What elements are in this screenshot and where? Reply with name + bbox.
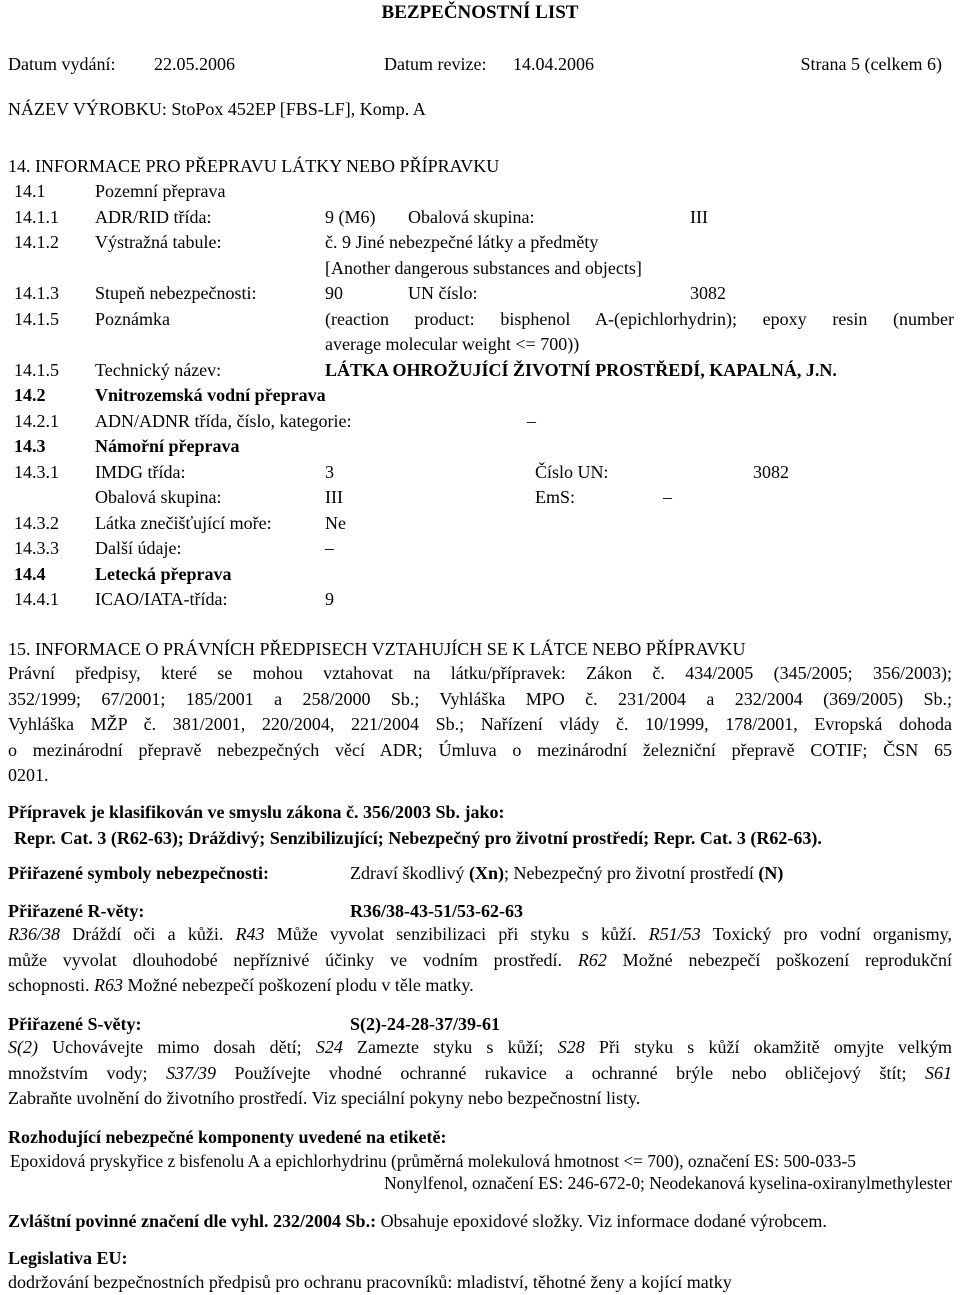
item-number: 14.3.3 bbox=[14, 538, 59, 558]
phrase-text: Používejte vhodné ochranné rukavice a ochranné brýle nebo obličejový štít; bbox=[215, 1062, 926, 1083]
adr-class-label: ADR/RID třída: bbox=[95, 207, 212, 227]
ems-label: EmS: bbox=[535, 487, 576, 507]
phrase-line bbox=[8, 948, 952, 974]
item-number: 14.1.3 bbox=[14, 283, 59, 303]
note-label: Poznámka bbox=[95, 309, 170, 329]
phrase-text: Toxický pro vodní organismy, bbox=[700, 924, 952, 944]
phrase-text: množstvím vody; bbox=[8, 1062, 166, 1083]
imdg-class-label: IMDG třída: bbox=[95, 462, 186, 482]
note-value-continued: average molecular weight <= 700)) bbox=[325, 334, 580, 354]
phrase-text: Dráždí oči a kůži. bbox=[60, 924, 236, 944]
item-number: 14.2 bbox=[14, 385, 46, 405]
r-phrases-text bbox=[8, 922, 952, 999]
warning-plate-value: č. 9 Jiné nebezpečné látky a předměty bbox=[325, 232, 599, 252]
phrase-text: Může vyvolat senzibilizaci při styku s kůží. bbox=[264, 924, 649, 944]
technical-name-label: Technický název: bbox=[95, 360, 222, 380]
product-name: NÁZEV VÝROBKU: StoPox 452EP [FBS-LF], Komp. A bbox=[8, 99, 426, 119]
classification-heading: Přípravek je klasifikován ve smyslu zákona č. 356/2003 Sb. jako: bbox=[8, 802, 505, 822]
s-phrases-text bbox=[8, 1035, 952, 1112]
phrase-code: R51/53 bbox=[648, 924, 701, 944]
item-number: 14.4 bbox=[14, 564, 46, 584]
phrase-code: S37/39 bbox=[165, 1062, 216, 1083]
phrase-code: S24 bbox=[315, 1037, 343, 1057]
issue-date-label: Datum vydání: bbox=[8, 54, 116, 74]
legal-regulations-paragraph bbox=[8, 661, 952, 789]
item-number: 14.1 bbox=[14, 181, 46, 201]
r-phrases-value: R36/38-43-51/53-62-63 bbox=[350, 901, 523, 921]
inland-water-heading: Vnitrozemská vodní přeprava bbox=[95, 385, 326, 405]
phrase-text: Při styku s kůží okamžitě omyjte velkým bbox=[584, 1037, 952, 1057]
phrase-text: může vyvolat dlouhodobé nepříznivé účinky ve vodním prostředí. bbox=[8, 949, 578, 970]
packing-group-label: Obalová skupina: bbox=[408, 207, 535, 227]
phrase-text: Možné nebezpečí poškození plodu v těle matky. bbox=[123, 975, 474, 995]
phrase-code: S61 bbox=[925, 1062, 953, 1083]
item-number: 14.3 bbox=[14, 436, 46, 456]
revision-date: 14.04.2006 bbox=[513, 54, 594, 74]
eu-legislation-label: Legislativa EU: bbox=[8, 1248, 128, 1268]
ems-value: – bbox=[663, 487, 672, 507]
phrase-line bbox=[8, 973, 952, 999]
page-number: Strana 5 (celkem 6) bbox=[800, 54, 942, 74]
section-14-heading: 14. INFORMACE PRO PŘEPRAVU LÁTKY NEBO PŘÍPRAVKU bbox=[8, 156, 500, 176]
item-number: 14.3.2 bbox=[14, 513, 59, 533]
note-value: (reaction product: bisphenol A-(epichlorhydrin); epoxy resin (number bbox=[325, 309, 954, 329]
adn-class-label: ADN/ADNR třída, číslo, kategorie: bbox=[95, 411, 352, 431]
land-transport-heading: Pozemní přeprava bbox=[95, 181, 226, 201]
phrase-text: Zabraňte uvolnění do životního prostředí. Viz speciální pokyny nebo bezpečnostní listy. bbox=[8, 1088, 641, 1108]
s-phrases-value: S(2)-24-28-37/39-61 bbox=[350, 1014, 500, 1034]
issue-date: 22.05.2006 bbox=[154, 54, 235, 74]
sea-transport-heading: Námořní přeprava bbox=[95, 436, 240, 456]
legal-line: 352/1999; 67/2001; 185/2001 a 258/2000 Sb.; Vyhláška MPO č. 231/2004 a 232/2004 (369/2005) Sb.; bbox=[8, 688, 952, 709]
component-line: Nonylfenol, označení ES: 246-672-0; Neodekanová kyselina-oxiranylmethylester bbox=[384, 1173, 952, 1193]
special-labelling-label: Zvláštní povinné značení dle vyhl. 232/2004 Sb.: bbox=[8, 1211, 377, 1231]
classification-value: Repr. Cat. 3 (R62-63); Dráždivý; Senzibilizující; Nebezpečný pro životní prostředí; Repr. Cat. 3 (R62-63). bbox=[14, 828, 822, 848]
un-number-label: UN číslo: bbox=[408, 283, 478, 303]
adn-class-value: – bbox=[527, 411, 536, 431]
imdg-un-label: Číslo UN: bbox=[535, 462, 609, 482]
phrase-line bbox=[8, 1035, 952, 1061]
imdg-packing-label: Obalová skupina: bbox=[95, 487, 222, 507]
imdg-class-value: 3 bbox=[325, 462, 334, 482]
legal-line: 0201. bbox=[8, 765, 49, 785]
phrase-text: schopnosti. bbox=[8, 975, 95, 995]
adr-class-value: 9 (M6) bbox=[325, 207, 376, 227]
component-line: Epoxidová pryskyřice z bisfenolu A a epichlorhydrinu (průměrná molekulová hmotnost <= 700), označení ES: 500-033-5 bbox=[10, 1151, 856, 1171]
marine-pollutant-label: Látka znečišťující moře: bbox=[95, 513, 272, 533]
document-title: BEZPEČNOSTNÍ LIST bbox=[381, 2, 579, 23]
legal-line: Vyhláška MŽP č. 381/2001, 220/2004, 221/2004 Sb.; Nařízení vlády č. 10/1999, 178/2001, Evropská dohoda bbox=[8, 714, 952, 734]
phrase-code: R36/38 bbox=[8, 924, 60, 944]
phrase-line bbox=[8, 1086, 952, 1112]
phrase-code: R43 bbox=[235, 924, 265, 944]
special-labelling bbox=[8, 1210, 827, 1232]
s-phrases-label: Přiřazené S-věty: bbox=[8, 1014, 142, 1034]
phrase-code: S(2) bbox=[8, 1037, 38, 1057]
section-15-heading: 15. INFORMACE O PRÁVNÍCH PŘEDPISECH VZTAHUJÍCH SE K LÁTCE NEBO PŘÍPRAVKU bbox=[8, 639, 746, 659]
item-number: 14.2.1 bbox=[14, 411, 59, 431]
components-heading: Rozhodující nebezpečné komponenty uvedené na etiketě: bbox=[8, 1127, 447, 1147]
phrase-text: Zamezte styku s kůží; bbox=[342, 1037, 558, 1057]
marine-pollutant-value: Ne bbox=[325, 513, 346, 533]
item-number: 14.1.2 bbox=[14, 232, 59, 252]
phrase-line bbox=[8, 1061, 952, 1087]
legal-line: o mezinárodní přepravě nebezpečných věcí ADR; Úmluva o mezinárodní železniční přepravě COTIF; ČSN 65 bbox=[8, 739, 952, 760]
phrase-text: Možné nebezpečí poškození reprodukční bbox=[606, 949, 952, 970]
phrase-line bbox=[8, 922, 952, 948]
legal-line: Právní předpisy, které se mohou vztahovat na látku/přípravek: Zákon č. 434/2005 (345/2005; 356/2003); bbox=[8, 663, 952, 683]
hazard-symbols-value: Zdraví škodlivý (Xn); Nebezpečný pro životní prostředí (N) bbox=[350, 863, 784, 883]
phrase-text: Uchovávejte mimo dosah dětí; bbox=[38, 1037, 316, 1057]
phrase-code: R63 bbox=[94, 975, 124, 995]
un-number-value: 3082 bbox=[690, 283, 726, 303]
phrase-code: R62 bbox=[577, 949, 607, 970]
phrase-code: S28 bbox=[557, 1037, 585, 1057]
hazard-level-label: Stupeň nebezpečnosti: bbox=[95, 283, 257, 303]
revision-date-label: Datum revize: bbox=[384, 54, 487, 74]
packing-group-value: III bbox=[690, 207, 708, 227]
item-number: 14.1.5 bbox=[14, 309, 59, 329]
item-number: 14.1.1 bbox=[14, 207, 59, 227]
other-info-value: – bbox=[325, 538, 334, 558]
other-info-label: Další údaje: bbox=[95, 538, 182, 558]
item-number: 14.3.1 bbox=[14, 462, 59, 482]
technical-name-value: LÁTKA OHROŽUJÍCÍ ŽIVOTNÍ PROSTŘEDÍ, KAPALNÁ, J.N. bbox=[325, 360, 837, 380]
warning-plate-label: Výstražná tabule: bbox=[95, 232, 222, 252]
warning-plate-translation: [Another dangerous substances and objects] bbox=[325, 258, 642, 278]
item-number: 14.1.5 bbox=[14, 360, 59, 380]
special-labelling-value: Obsahuje epoxidové složky. Viz informace dodané výrobcem. bbox=[376, 1211, 827, 1231]
air-transport-heading: Letecká přeprava bbox=[95, 564, 232, 584]
hazard-symbols-label: Přiřazené symboly nebezpečnosti: bbox=[8, 863, 269, 883]
icao-class-label: ICAO/IATA-třída: bbox=[95, 589, 228, 609]
imdg-un-value: 3082 bbox=[753, 462, 789, 482]
eu-legislation-value: dodržování bezpečnostních předpisů pro ochranu pracovníků: mladiství, těhotné ženy a kojící matky bbox=[8, 1272, 732, 1292]
hazard-level-value: 90 bbox=[325, 283, 343, 303]
icao-class-value: 9 bbox=[325, 589, 334, 609]
r-phrases-label: Přiřazené R-věty: bbox=[8, 901, 145, 921]
imdg-packing-value: III bbox=[325, 487, 343, 507]
item-number: 14.4.1 bbox=[14, 589, 59, 609]
